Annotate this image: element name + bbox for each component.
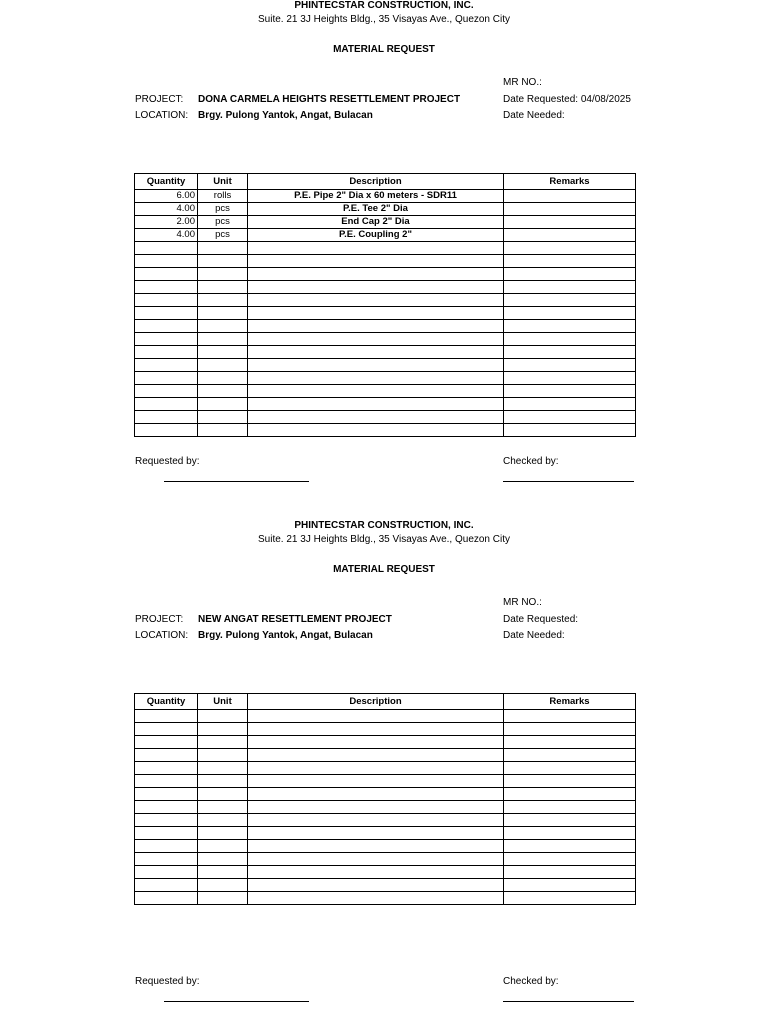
table-row xyxy=(135,203,636,216)
cell-quantity xyxy=(135,359,198,372)
cell-description xyxy=(248,814,504,827)
cell-description xyxy=(248,346,504,359)
table-row xyxy=(135,814,636,827)
cell-unit: rolls xyxy=(198,190,248,203)
cell-remarks xyxy=(504,762,636,775)
table-row xyxy=(135,723,636,736)
cell-description xyxy=(248,710,504,723)
checked-by-signature-line xyxy=(503,481,634,482)
location-label: LOCATION: xyxy=(135,110,189,121)
cell-quantity: 4.00 xyxy=(135,203,198,216)
cell-remarks xyxy=(504,892,636,905)
table-row xyxy=(135,255,636,268)
column-header-unit: Unit xyxy=(198,174,248,190)
cell-remarks xyxy=(504,775,636,788)
cell-unit xyxy=(198,762,248,775)
cell-unit xyxy=(198,840,248,853)
cell-remarks xyxy=(504,320,636,333)
items-table xyxy=(134,693,636,905)
table-row xyxy=(135,190,636,203)
form-title: MATERIAL REQUEST xyxy=(333,44,435,55)
cell-quantity xyxy=(135,294,198,307)
cell-unit xyxy=(198,359,248,372)
cell-unit: pcs xyxy=(198,216,248,229)
cell-quantity xyxy=(135,853,198,866)
cell-remarks xyxy=(504,801,636,814)
table-header-row xyxy=(135,694,636,710)
table-row xyxy=(135,892,636,905)
cell-description xyxy=(248,359,504,372)
cell-unit xyxy=(198,866,248,879)
table-row xyxy=(135,359,636,372)
cell-remarks xyxy=(504,359,636,372)
cell-unit xyxy=(198,853,248,866)
table-row xyxy=(135,710,636,723)
cell-quantity xyxy=(135,424,198,437)
cell-unit xyxy=(198,398,248,411)
cell-description xyxy=(248,879,504,892)
table-row xyxy=(135,749,636,762)
requested-by-signature-line xyxy=(164,481,309,482)
cell-description xyxy=(248,827,504,840)
column-header-description: Description xyxy=(248,694,504,710)
checked-by-signature-line xyxy=(503,1001,634,1002)
cell-description xyxy=(248,853,504,866)
company-address: Suite. 21 3J Heights Bldg., 35 Visayas Ave., Quezon City xyxy=(258,534,510,545)
cell-description xyxy=(248,242,504,255)
date-requested: Date Requested: xyxy=(503,614,579,625)
items-table-body xyxy=(135,710,636,905)
cell-unit xyxy=(198,879,248,892)
project-value: DONA CARMELA HEIGHTS RESETTLEMENT PROJECT xyxy=(198,94,461,105)
cell-quantity xyxy=(135,892,198,905)
cell-remarks xyxy=(504,281,636,294)
cell-quantity xyxy=(135,372,198,385)
cell-quantity xyxy=(135,333,198,346)
cell-unit xyxy=(198,723,248,736)
column-header-quantity: Quantity xyxy=(135,174,198,190)
cell-quantity xyxy=(135,866,198,879)
cell-quantity xyxy=(135,827,198,840)
cell-quantity: 4.00 xyxy=(135,229,198,242)
location-value: Brgy. Pulong Yantok, Angat, Bulacan xyxy=(198,630,373,641)
cell-remarks xyxy=(504,229,636,242)
requested-by-label: Requested by: xyxy=(135,976,200,987)
project-label: PROJECT: xyxy=(135,614,184,625)
cell-description xyxy=(248,736,504,749)
cell-unit xyxy=(198,411,248,424)
table-row xyxy=(135,320,636,333)
column-header-description: Description xyxy=(248,174,504,190)
table-row xyxy=(135,801,636,814)
cell-unit xyxy=(198,281,248,294)
project-value: NEW ANGAT RESETTLEMENT PROJECT xyxy=(198,614,392,625)
items-table xyxy=(134,173,636,437)
table-header-row xyxy=(135,174,636,190)
cell-unit xyxy=(198,788,248,801)
items-table-body xyxy=(135,190,636,437)
cell-quantity xyxy=(135,268,198,281)
date-requested: Date Requested: 04/08/2025 xyxy=(503,94,631,105)
cell-description xyxy=(248,398,504,411)
cell-remarks xyxy=(504,853,636,866)
cell-remarks xyxy=(504,372,636,385)
cell-description xyxy=(248,268,504,281)
cell-description xyxy=(248,294,504,307)
cell-description: P.E. Pipe 2" Dia x 60 meters - SDR11 xyxy=(248,190,504,203)
cell-remarks xyxy=(504,879,636,892)
cell-remarks xyxy=(504,268,636,281)
cell-remarks xyxy=(504,814,636,827)
table-row xyxy=(135,216,636,229)
date-needed: Date Needed: xyxy=(503,110,565,121)
cell-description xyxy=(248,892,504,905)
cell-description xyxy=(248,775,504,788)
cell-quantity: 2.00 xyxy=(135,216,198,229)
table-row xyxy=(135,736,636,749)
cell-quantity xyxy=(135,762,198,775)
date-needed: Date Needed: xyxy=(503,630,565,641)
cell-unit xyxy=(198,268,248,281)
material-request-form-1 xyxy=(0,0,768,512)
cell-unit xyxy=(198,827,248,840)
table-row xyxy=(135,840,636,853)
location-value: Brgy. Pulong Yantok, Angat, Bulacan xyxy=(198,110,373,121)
cell-remarks xyxy=(504,203,636,216)
cell-quantity xyxy=(135,281,198,294)
table-row xyxy=(135,827,636,840)
table-row xyxy=(135,879,636,892)
requested-by-label: Requested by: xyxy=(135,456,200,467)
table-row xyxy=(135,242,636,255)
column-header-quantity: Quantity xyxy=(135,694,198,710)
cell-description xyxy=(248,372,504,385)
column-header-remarks: Remarks xyxy=(504,174,636,190)
table-row xyxy=(135,385,636,398)
material-request-form-2 xyxy=(0,520,768,1032)
column-header-remarks: Remarks xyxy=(504,694,636,710)
cell-description xyxy=(248,255,504,268)
table-row xyxy=(135,788,636,801)
checked-by-label: Checked by: xyxy=(503,976,559,987)
cell-description xyxy=(248,307,504,320)
table-row xyxy=(135,281,636,294)
cell-remarks xyxy=(504,333,636,346)
cell-unit xyxy=(198,424,248,437)
cell-quantity xyxy=(135,736,198,749)
cell-description xyxy=(248,749,504,762)
cell-unit xyxy=(198,385,248,398)
cell-unit xyxy=(198,346,248,359)
mr-number: MR NO.: xyxy=(503,597,542,608)
company-name: PHINTECSTAR CONSTRUCTION, INC. xyxy=(294,0,474,11)
cell-unit: pcs xyxy=(198,203,248,216)
cell-quantity xyxy=(135,255,198,268)
cell-description xyxy=(248,788,504,801)
cell-remarks xyxy=(504,242,636,255)
cell-remarks xyxy=(504,827,636,840)
cell-remarks xyxy=(504,398,636,411)
table-row xyxy=(135,762,636,775)
cell-quantity xyxy=(135,814,198,827)
cell-description xyxy=(248,762,504,775)
cell-remarks xyxy=(504,385,636,398)
cell-quantity xyxy=(135,879,198,892)
cell-remarks xyxy=(504,216,636,229)
table-row xyxy=(135,372,636,385)
cell-unit xyxy=(198,255,248,268)
cell-quantity xyxy=(135,320,198,333)
cell-unit xyxy=(198,333,248,346)
cell-remarks xyxy=(504,749,636,762)
cell-quantity xyxy=(135,398,198,411)
cell-description xyxy=(248,801,504,814)
company-address: Suite. 21 3J Heights Bldg., 35 Visayas Ave., Quezon City xyxy=(258,14,510,25)
cell-remarks xyxy=(504,424,636,437)
table-row xyxy=(135,398,636,411)
cell-remarks xyxy=(504,307,636,320)
cell-unit xyxy=(198,710,248,723)
cell-description xyxy=(248,411,504,424)
table-row xyxy=(135,411,636,424)
cell-description xyxy=(248,385,504,398)
table-row xyxy=(135,853,636,866)
cell-remarks xyxy=(504,294,636,307)
cell-quantity xyxy=(135,411,198,424)
table-row xyxy=(135,424,636,437)
requested-by-signature-line xyxy=(164,1001,309,1002)
table-row xyxy=(135,268,636,281)
table-row xyxy=(135,307,636,320)
cell-quantity xyxy=(135,307,198,320)
cell-quantity xyxy=(135,840,198,853)
cell-quantity xyxy=(135,385,198,398)
cell-quantity xyxy=(135,801,198,814)
cell-description: P.E. Coupling 2" xyxy=(248,229,504,242)
cell-unit xyxy=(198,307,248,320)
cell-quantity xyxy=(135,723,198,736)
cell-description xyxy=(248,424,504,437)
cell-description xyxy=(248,723,504,736)
cell-unit xyxy=(198,242,248,255)
cell-description xyxy=(248,320,504,333)
table-row xyxy=(135,333,636,346)
cell-description xyxy=(248,840,504,853)
cell-unit xyxy=(198,814,248,827)
cell-quantity xyxy=(135,710,198,723)
location-label: LOCATION: xyxy=(135,630,189,641)
cell-remarks xyxy=(504,346,636,359)
cell-unit xyxy=(198,320,248,333)
cell-unit xyxy=(198,736,248,749)
table-row xyxy=(135,775,636,788)
company-name: PHINTECSTAR CONSTRUCTION, INC. xyxy=(294,520,474,531)
cell-remarks xyxy=(504,840,636,853)
cell-unit xyxy=(198,749,248,762)
cell-description: P.E. Tee 2" Dia xyxy=(248,203,504,216)
cell-remarks xyxy=(504,736,636,749)
table-row xyxy=(135,229,636,242)
cell-quantity: 6.00 xyxy=(135,190,198,203)
cell-quantity xyxy=(135,775,198,788)
project-label: PROJECT: xyxy=(135,94,184,105)
cell-description xyxy=(248,866,504,879)
cell-quantity xyxy=(135,788,198,801)
cell-unit xyxy=(198,294,248,307)
cell-quantity xyxy=(135,242,198,255)
cell-description xyxy=(248,333,504,346)
cell-unit: pcs xyxy=(198,229,248,242)
cell-unit xyxy=(198,801,248,814)
cell-remarks xyxy=(504,710,636,723)
cell-quantity xyxy=(135,749,198,762)
checked-by-label: Checked by: xyxy=(503,456,559,467)
cell-description xyxy=(248,281,504,294)
cell-remarks xyxy=(504,255,636,268)
cell-remarks xyxy=(504,788,636,801)
cell-remarks xyxy=(504,411,636,424)
cell-unit xyxy=(198,775,248,788)
cell-remarks xyxy=(504,866,636,879)
table-row xyxy=(135,866,636,879)
table-row xyxy=(135,294,636,307)
cell-remarks xyxy=(504,723,636,736)
mr-number: MR NO.: xyxy=(503,77,542,88)
cell-unit xyxy=(198,372,248,385)
cell-unit xyxy=(198,892,248,905)
cell-description: End Cap 2" Dia xyxy=(248,216,504,229)
cell-quantity xyxy=(135,346,198,359)
form-title: MATERIAL REQUEST xyxy=(333,564,435,575)
cell-remarks xyxy=(504,190,636,203)
table-row xyxy=(135,346,636,359)
column-header-unit: Unit xyxy=(198,694,248,710)
